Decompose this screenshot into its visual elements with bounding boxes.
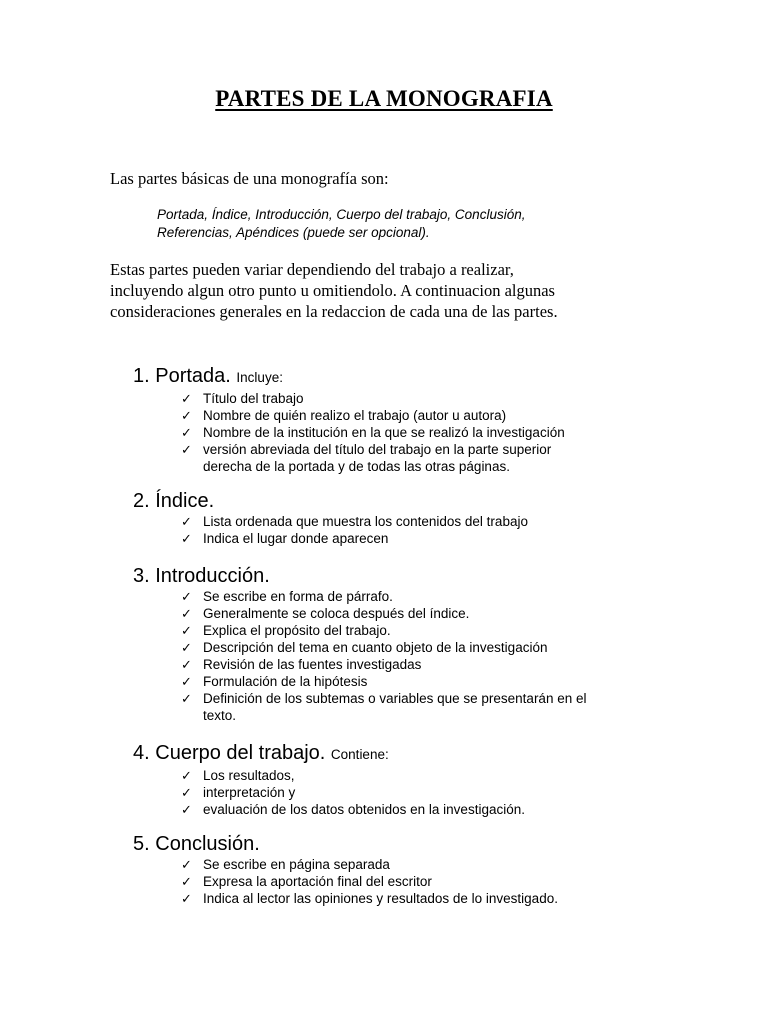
section-heading-text: Cuerpo del trabajo. <box>155 742 326 764</box>
list-item-text: Explica el propósito del trabajo. <box>203 623 391 638</box>
section-4 <box>133 741 693 818</box>
list-item <box>181 588 741 605</box>
parts-line: Referencias, Apéndices (puede ser opcional). <box>157 225 430 240</box>
section-heading <box>133 364 693 390</box>
bullet-list <box>181 588 741 724</box>
list-item <box>181 873 741 890</box>
bullet-list <box>181 856 741 907</box>
checkmark-icon: ✓ <box>181 874 192 889</box>
list-item-text: derecha de la portada y de todas las otras páginas. <box>203 459 510 474</box>
list-item-text: Indica al lector las opiniones y resultados de lo investigado. <box>203 891 558 906</box>
checkmark-icon: ✓ <box>181 425 192 440</box>
list-item <box>181 441 741 475</box>
paragraph-line: Estas partes pueden variar dependiendo del trabajo a realizar, <box>110 260 514 279</box>
section-heading <box>133 489 693 513</box>
parts-line: Portada, Índice, Introducción, Cuerpo del trabajo, Conclusión, <box>157 207 526 222</box>
list-item-text: Los resultados, <box>203 768 295 783</box>
section-1 <box>133 364 693 475</box>
list-item-text: Revisión de las fuentes investigadas <box>203 657 422 672</box>
paragraph-line: incluyendo algun otro punto u omitiendolo. A continuacion algunas <box>110 281 555 300</box>
checkmark-icon: ✓ <box>181 640 192 655</box>
section-5 <box>133 832 693 907</box>
section-heading-text: Portada. <box>155 365 231 387</box>
list-item <box>181 656 741 673</box>
parts-list-text <box>157 206 637 242</box>
intro-text: Las partes básicas de una monografía son: <box>110 169 389 188</box>
checkmark-icon: ✓ <box>181 391 192 406</box>
bullet-list <box>181 390 741 475</box>
section-number: 3. <box>133 565 150 587</box>
list-item <box>181 690 741 724</box>
list-item <box>181 530 741 547</box>
checkmark-icon: ✓ <box>181 768 192 783</box>
list-item-text: Descripción del tema en cuanto objeto de la investigación <box>203 640 548 655</box>
section-heading-text: Introducción. <box>155 565 270 587</box>
list-item <box>181 424 741 441</box>
checkmark-icon: ✓ <box>181 442 192 457</box>
section-subheading: Incluye: <box>236 370 283 385</box>
checkmark-icon: ✓ <box>181 408 192 423</box>
list-item-text: Generalmente se coloca después del índice. <box>203 606 470 621</box>
list-item <box>181 605 741 622</box>
list-item-text: Formulación de la hipótesis <box>203 674 368 689</box>
bullet-list <box>181 767 741 818</box>
section-heading-text: Índice. <box>155 490 215 512</box>
list-item-text: Nombre de la institución en la que se realizó la investigación <box>203 425 565 440</box>
list-item <box>181 407 741 424</box>
list-item <box>181 639 741 656</box>
list-item-text: versión abreviada del título del trabajo en la parte superior <box>203 442 552 457</box>
section-3 <box>133 564 693 724</box>
list-item-text: interpretación y <box>203 785 296 800</box>
checkmark-icon: ✓ <box>181 857 192 872</box>
list-item <box>181 767 741 784</box>
list-item <box>181 513 741 530</box>
list-item-text: Expresa la aportación final del escritor <box>203 874 432 889</box>
checkmark-icon: ✓ <box>181 589 192 604</box>
section-number: 5. <box>133 833 150 855</box>
checkmark-icon: ✓ <box>181 606 192 621</box>
section-number: 2. <box>133 490 150 512</box>
section-number: 4. <box>133 742 150 764</box>
section-heading <box>133 564 693 588</box>
checkmark-icon: ✓ <box>181 674 192 689</box>
list-item-text: Se escribe en página separada <box>203 857 390 872</box>
list-item <box>181 856 741 873</box>
list-item <box>181 622 741 639</box>
section-heading <box>133 832 693 856</box>
list-item-text: Definición de los subtemas o variables que se presentarán en el <box>203 691 587 706</box>
list-item <box>181 784 741 801</box>
list-item <box>181 801 741 818</box>
section-heading-text: Conclusión. <box>155 833 260 855</box>
section-number: 1. <box>133 365 150 387</box>
checkmark-icon: ✓ <box>181 785 192 800</box>
bullet-list <box>181 513 741 547</box>
intro-paragraph <box>110 259 670 322</box>
list-item <box>181 673 741 690</box>
list-item-text: evaluación de los datos obtenidos en la investigación. <box>203 802 525 817</box>
checkmark-icon: ✓ <box>181 691 192 706</box>
page-title: PARTES DE LA MONOGRAFIA <box>215 86 553 111</box>
list-item-text: Nombre de quién realizo el trabajo (autor u autora) <box>203 408 507 423</box>
checkmark-icon: ✓ <box>181 531 192 546</box>
list-item-text: texto. <box>203 708 237 723</box>
list-item-text: Lista ordenada que muestra los contenidos del trabajo <box>203 514 528 529</box>
paragraph-line: consideraciones generales en la redaccion de cada una de las partes. <box>110 302 558 321</box>
list-item <box>181 890 741 907</box>
list-item <box>181 390 741 407</box>
section-2 <box>133 489 693 547</box>
section-heading <box>133 741 693 767</box>
checkmark-icon: ✓ <box>181 802 192 817</box>
list-item-text: Título del trabajo <box>203 391 304 406</box>
checkmark-icon: ✓ <box>181 514 192 529</box>
checkmark-icon: ✓ <box>181 623 192 638</box>
list-item-text: Indica el lugar donde aparecen <box>203 531 389 546</box>
section-subheading: Contiene: <box>330 747 389 762</box>
list-item-text: Se escribe en forma de párrafo. <box>203 589 393 604</box>
checkmark-icon: ✓ <box>181 891 192 906</box>
checkmark-icon: ✓ <box>181 657 192 672</box>
